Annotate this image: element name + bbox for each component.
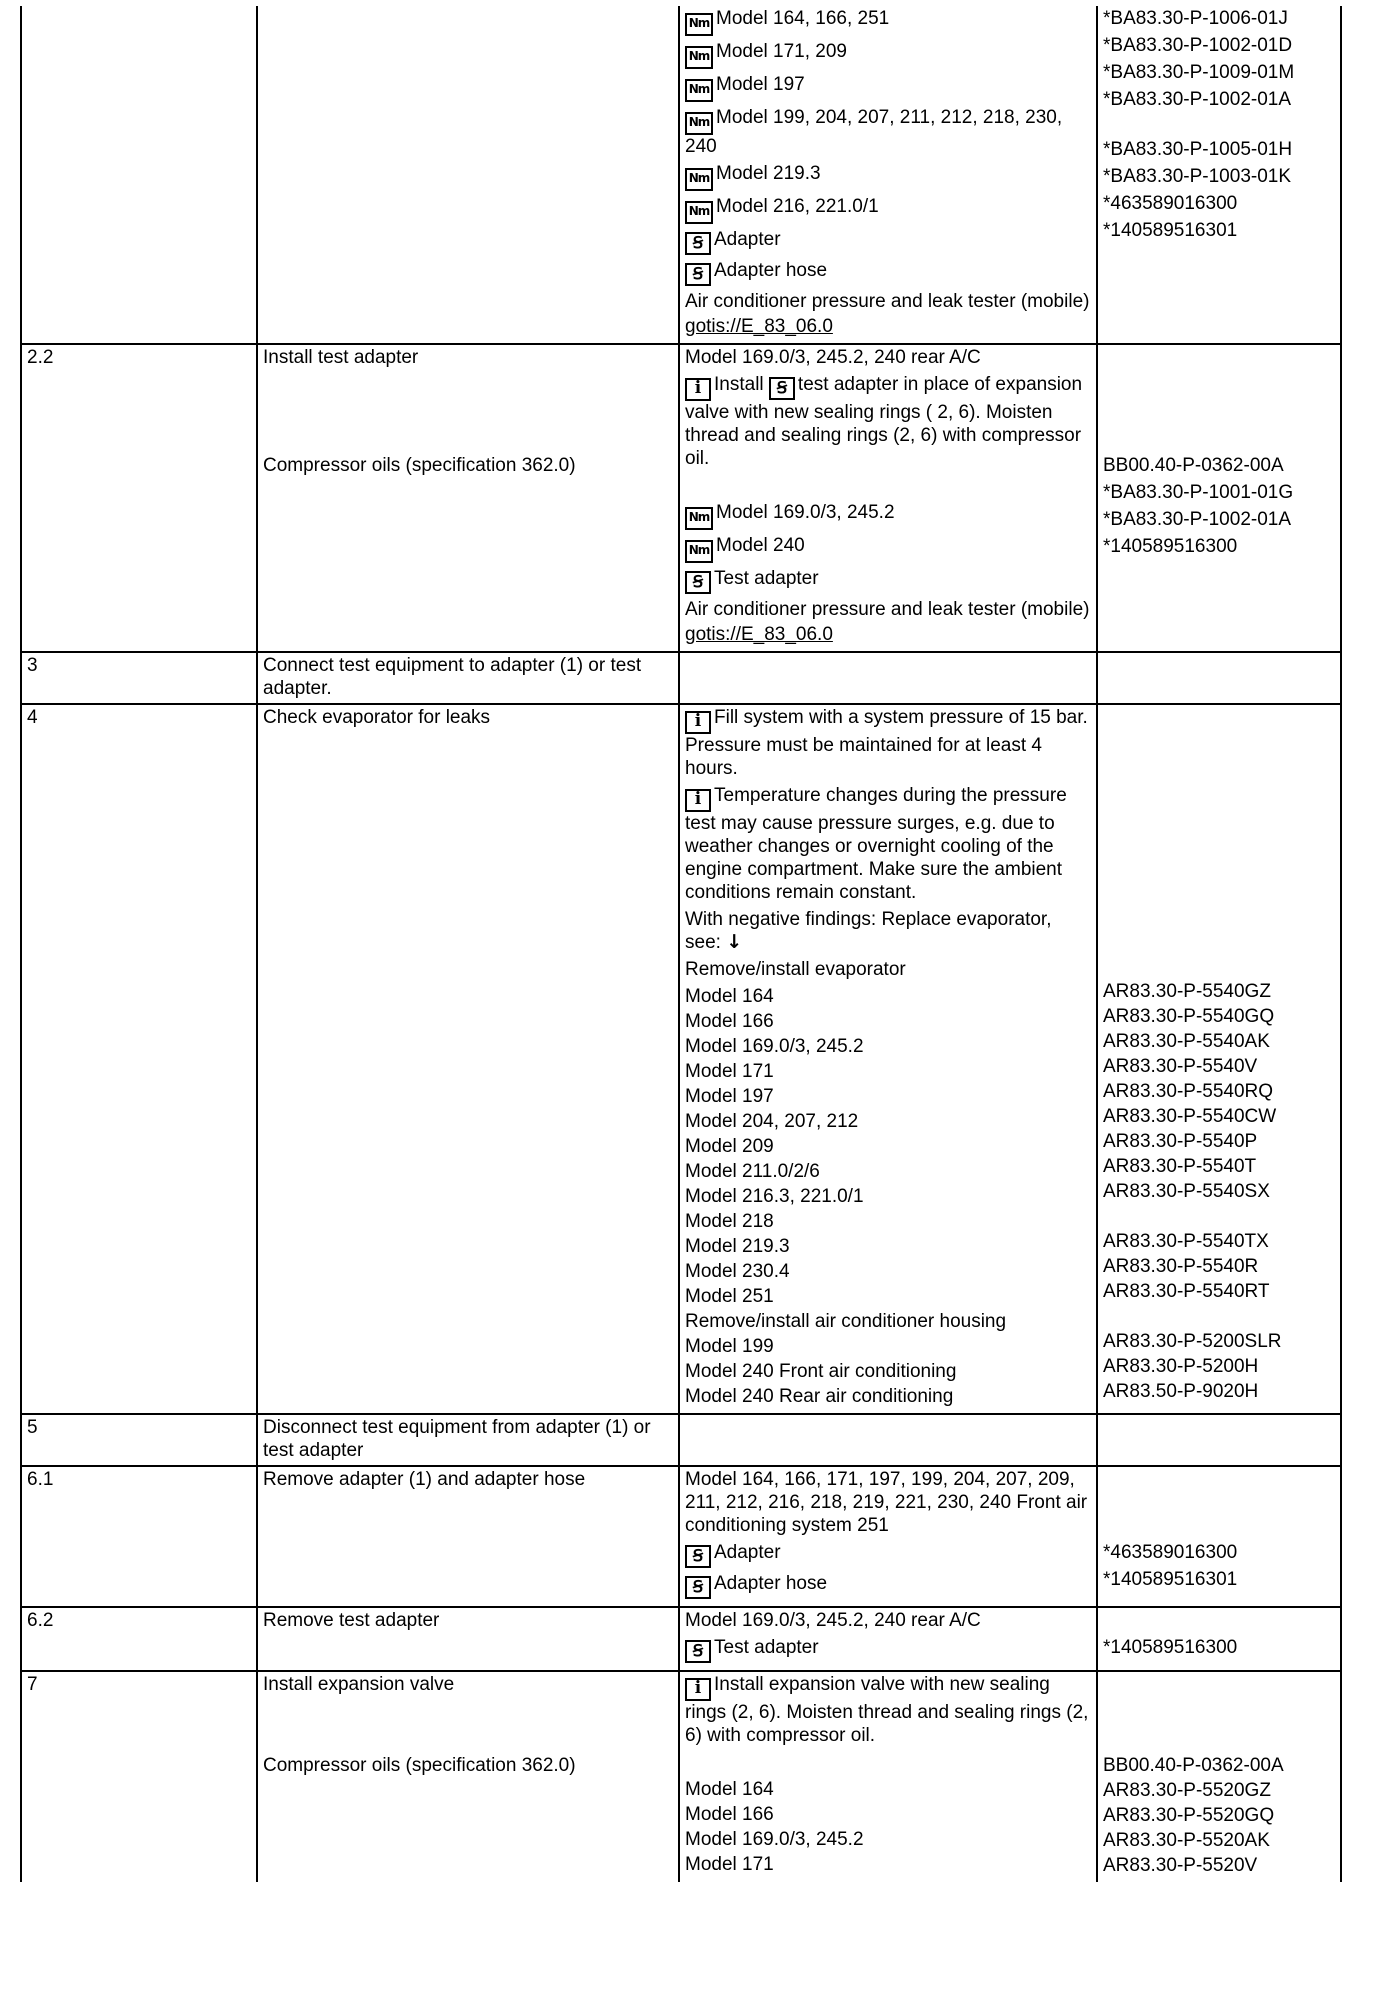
torque-line	[685, 534, 1092, 563]
special-tool-icon: Ꞩ	[685, 1640, 711, 1663]
reference-cell	[1097, 6, 1341, 344]
model-line: Model 251	[685, 1286, 774, 1307]
step-title-cell	[257, 1414, 679, 1466]
step-title-cell	[257, 1607, 679, 1671]
torque-label: Model 169.0/3, 245.2	[716, 502, 895, 523]
info-icon: i	[685, 789, 711, 812]
tool-label: Test adapter	[714, 568, 819, 589]
torque-line	[685, 162, 1092, 191]
model-line: Model 164	[685, 1779, 774, 1800]
model-text: Model 169.0/3, 245.2, 240 rear A/C	[685, 347, 981, 368]
negative-findings	[685, 908, 1092, 954]
reference-value: *140589516301	[1103, 220, 1238, 241]
step-title: Remove adapter (1) and adapter hose	[263, 1469, 586, 1490]
torque-label: Model 197	[716, 74, 805, 95]
model-line: Model 230.4	[685, 1261, 790, 1282]
table-row	[21, 704, 1341, 1414]
model-line: Model 164	[685, 986, 774, 1007]
note-text: Install expansion valve with new sealing rings (2, 6). Moisten thread and sealing rings (2, 6) with compressor oil.	[685, 1674, 1089, 1746]
reference-link[interactable]: AR83.30-P-5540GQ	[1103, 1006, 1275, 1027]
model-line: Model 171	[685, 1854, 774, 1875]
table-row	[21, 1671, 1341, 1882]
table-row	[21, 344, 1341, 652]
reference-value: *BA83.30-P-1001-01G	[1103, 482, 1294, 503]
note-text: test adapter in place of expansion valve with new sealing rings ( 2, 6). Moisten thread and sealing rings (2, 6) with compressor oil.	[685, 374, 1083, 469]
tool-label: Adapter	[714, 229, 781, 250]
torque-line	[685, 106, 1092, 158]
step-title-cell	[257, 1671, 679, 1882]
torque-icon: Nm	[685, 507, 713, 530]
special-tool-icon: Ꞩ	[685, 571, 711, 594]
step-number: 6.2	[27, 1610, 54, 1631]
model-line: Model 218	[685, 1211, 774, 1232]
tool-line	[685, 1541, 1092, 1568]
step-title: Disconnect test equipment from adapter (1) or test adapter	[263, 1417, 651, 1461]
details-cell	[679, 1671, 1097, 1882]
note-text: Fill system with a system pressure of 15 bar. Pressure must be maintained for at least 4 hours.	[685, 707, 1088, 779]
reference-link[interactable]: AR83.30-P-5200H	[1103, 1356, 1259, 1377]
special-tool-icon: Ꞩ	[685, 1545, 711, 1568]
model-line: Model 240 Rear air conditioning	[685, 1386, 954, 1407]
info-icon: i	[685, 378, 711, 401]
step-number-cell	[21, 1414, 257, 1466]
reference-link[interactable]: AR83.30-P-5540RT	[1103, 1281, 1270, 1302]
torque-icon: Nm	[685, 168, 713, 191]
reference-link[interactable]: AR83.30-P-5540T	[1103, 1156, 1257, 1177]
model-line: Model 197	[685, 1086, 774, 1107]
special-tool-icon: Ꞩ	[769, 377, 795, 400]
model-text: Model 164, 166, 171, 197, 199, 204, 207, 209, 211, 212, 216, 218, 219, 221, 230, 240 Front air conditioning system 251	[685, 1469, 1088, 1536]
special-tool-icon: Ꞩ	[685, 232, 711, 255]
reference-link[interactable]: AR83.30-P-5540GZ	[1103, 981, 1271, 1002]
reference-link[interactable]: AR83.30-P-5540CW	[1103, 1106, 1277, 1127]
reference-link[interactable]: AR83.30-P-5540SX	[1103, 1181, 1270, 1202]
table-row	[21, 6, 1341, 344]
step-title: Install test adapter	[263, 347, 419, 368]
torque-icon: Nm	[685, 201, 713, 224]
details-cell	[679, 1414, 1097, 1466]
tool-label: Adapter hose	[714, 260, 828, 281]
details-cell	[679, 1607, 1097, 1671]
step-title: Install expansion valve	[263, 1674, 455, 1695]
info-icon: i	[685, 711, 711, 734]
details-cell	[679, 704, 1097, 1414]
table-row	[21, 652, 1341, 704]
step-number: 7	[27, 1674, 38, 1695]
reference-cell	[1097, 652, 1341, 704]
model-line: Model 204, 207, 212	[685, 1111, 859, 1132]
table-row	[21, 1466, 1341, 1607]
torque-label: Model 240	[716, 535, 805, 556]
special-tool-icon: Ꞩ	[685, 1576, 711, 1599]
tool-label: Adapter	[714, 1542, 781, 1563]
step-number-cell	[21, 6, 257, 344]
reference-link[interactable]: AR83.30-P-5200SLR	[1103, 1331, 1282, 1352]
reference-link[interactable]: AR83.30-P-5540RQ	[1103, 1081, 1274, 1102]
reference-value: *BA83.30-P-1002-01A	[1103, 89, 1292, 110]
step-title-cell	[257, 6, 679, 344]
info-note	[685, 1673, 1092, 1747]
torque-label: Model 164, 166, 251	[716, 8, 890, 29]
reference-link[interactable]: AR83.30-P-5540TX	[1103, 1231, 1269, 1252]
step-number: 3	[27, 655, 38, 676]
housing-heading: Remove/install air conditioner housing	[685, 1311, 1007, 1332]
gotis-link[interactable]: gotis://E_83_06.0	[685, 316, 833, 337]
negative-text: With negative findings: Replace evaporator, see:	[685, 909, 1052, 953]
torque-label: Model 216, 221.0/1	[716, 196, 879, 217]
step-title: Remove test adapter	[263, 1610, 440, 1631]
reference-value: *BA83.30-P-1009-01M	[1103, 62, 1295, 83]
torque-icon: Nm	[685, 46, 713, 69]
torque-icon: Nm	[685, 540, 713, 563]
tester-text: Air conditioner pressure and leak tester (mobile)	[685, 291, 1090, 312]
special-tool-icon: Ꞩ	[685, 263, 711, 286]
model-line: Model 216.3, 221.0/1	[685, 1186, 864, 1207]
details-cell	[679, 344, 1097, 652]
reference-value: BB00.40-P-0362-00A	[1103, 1755, 1284, 1776]
arrow-down-icon[interactable]: ↓	[726, 931, 743, 953]
model-line: Model 199	[685, 1336, 774, 1357]
reference-value: *BA83.30-P-1002-01D	[1103, 35, 1293, 56]
model-line: Model 166	[685, 1011, 774, 1032]
procedure-table	[20, 6, 1342, 1882]
material-text: Compressor oils (specification 362.0)	[263, 455, 576, 476]
gotis-link[interactable]: gotis://E_83_06.0	[685, 624, 833, 645]
torque-line	[685, 40, 1092, 69]
step-number-cell	[21, 1466, 257, 1607]
details-cell	[679, 652, 1097, 704]
torque-line	[685, 7, 1092, 36]
torque-line	[685, 73, 1092, 102]
details-cell	[679, 6, 1097, 344]
reference-cell	[1097, 704, 1341, 1414]
evaporator-heading: Remove/install evaporator	[685, 959, 906, 980]
model-line: Model 211.0/2/6	[685, 1161, 820, 1182]
note-text: Install	[714, 374, 764, 395]
model-line: Model 171	[685, 1061, 774, 1082]
step-title-cell	[257, 704, 679, 1414]
reference-link[interactable]: AR83.30-P-5540AK	[1103, 1031, 1270, 1052]
reference-link[interactable]: AR83.30-P-5520V	[1103, 1855, 1258, 1876]
reference-link[interactable]	[1103, 1205, 1336, 1228]
torque-label: Model 199, 204, 207, 211, 212, 218, 230, 240	[685, 107, 1063, 157]
torque-icon: Nm	[685, 79, 713, 102]
reference-cell	[1097, 344, 1341, 652]
reference-cell	[1097, 1414, 1341, 1466]
reference-link[interactable]: AR83.30-P-5540V	[1103, 1056, 1258, 1077]
step-number-cell	[21, 1671, 257, 1882]
model-line: Model 209	[685, 1136, 774, 1157]
tool-line	[685, 228, 1092, 255]
reference-link[interactable]: AR83.30-P-5540R	[1103, 1256, 1259, 1277]
reference-link[interactable]: AR83.30-P-5520GZ	[1103, 1780, 1271, 1801]
tool-label: Test adapter	[714, 1637, 819, 1658]
model-line: Model 219.3	[685, 1236, 790, 1257]
tool-label: Adapter hose	[714, 1573, 828, 1594]
torque-icon: Nm	[685, 13, 713, 36]
reference-value: *BA83.30-P-1006-01J	[1103, 8, 1288, 29]
reference-link[interactable]: AR83.30-P-5520GQ	[1103, 1805, 1275, 1826]
step-title-cell	[257, 1466, 679, 1607]
note-text: Temperature changes during the pressure test may cause pressure surges, e.g. due to weather changes or overnight cooling of the engine compartment. Make sure the ambient conditions remain constant.	[685, 785, 1067, 903]
info-note	[685, 706, 1092, 780]
reference-value: BB00.40-P-0362-00A	[1103, 455, 1284, 476]
tester-text: Air conditioner pressure and leak tester (mobile)	[685, 599, 1090, 620]
torque-line	[685, 195, 1092, 224]
model-line: Model 169.0/3, 245.2	[685, 1036, 864, 1057]
tool-line	[685, 567, 1092, 594]
model-line: Model 166	[685, 1804, 774, 1825]
torque-label: Model 219.3	[716, 163, 821, 184]
step-title-cell	[257, 652, 679, 704]
step-number-cell	[21, 344, 257, 652]
info-note	[685, 784, 1092, 904]
model-text: Model 169.0/3, 245.2, 240 rear A/C	[685, 1610, 981, 1631]
reference-link[interactable]: AR83.30-P-5540P	[1103, 1131, 1258, 1152]
material-text: Compressor oils (specification 362.0)	[263, 1755, 576, 1776]
details-cell	[679, 1466, 1097, 1607]
step-number-cell	[21, 704, 257, 1414]
step-number: 6.1	[27, 1469, 54, 1490]
torque-line	[685, 501, 1092, 530]
reference-value: *140589516300	[1103, 1637, 1238, 1658]
tool-line	[685, 1572, 1092, 1599]
torque-icon: Nm	[685, 112, 713, 135]
reference-value: *BA83.30-P-1005-01H	[1103, 139, 1293, 160]
reference-value: *463589016300	[1103, 193, 1238, 214]
reference-cell	[1097, 1671, 1341, 1882]
torque-label: Model 171, 209	[716, 41, 847, 62]
model-line: Model 240 Front air conditioning	[685, 1361, 957, 1382]
reference-cell	[1097, 1466, 1341, 1607]
tool-line	[685, 259, 1092, 286]
step-number-cell	[21, 1607, 257, 1671]
step-title-cell	[257, 344, 679, 652]
info-icon: i	[685, 1678, 711, 1701]
table-row	[21, 1414, 1341, 1466]
step-number: 4	[27, 707, 38, 728]
reference-value: *BA83.30-P-1002-01A	[1103, 509, 1292, 530]
tool-line	[685, 1636, 1092, 1663]
step-title: Connect test equipment to adapter (1) or test adapter.	[263, 655, 642, 699]
reference-link[interactable]: AR83.50-P-9020H	[1103, 1381, 1259, 1402]
reference-link[interactable]: AR83.30-P-5520AK	[1103, 1830, 1270, 1851]
step-number: 2.2	[27, 347, 54, 368]
reference-value: *140589516300	[1103, 536, 1238, 557]
info-note	[685, 373, 1092, 470]
reference-value: *140589516301	[1103, 1569, 1238, 1590]
table-row	[21, 1607, 1341, 1671]
reference-value: *463589016300	[1103, 1542, 1238, 1563]
step-title: Check evaporator for leaks	[263, 707, 491, 728]
reference-value: *BA83.30-P-1003-01K	[1103, 166, 1292, 187]
step-number-cell	[21, 652, 257, 704]
model-line: Model 169.0/3, 245.2	[685, 1829, 864, 1850]
step-number: 5	[27, 1417, 38, 1438]
reference-cell	[1097, 1607, 1341, 1671]
